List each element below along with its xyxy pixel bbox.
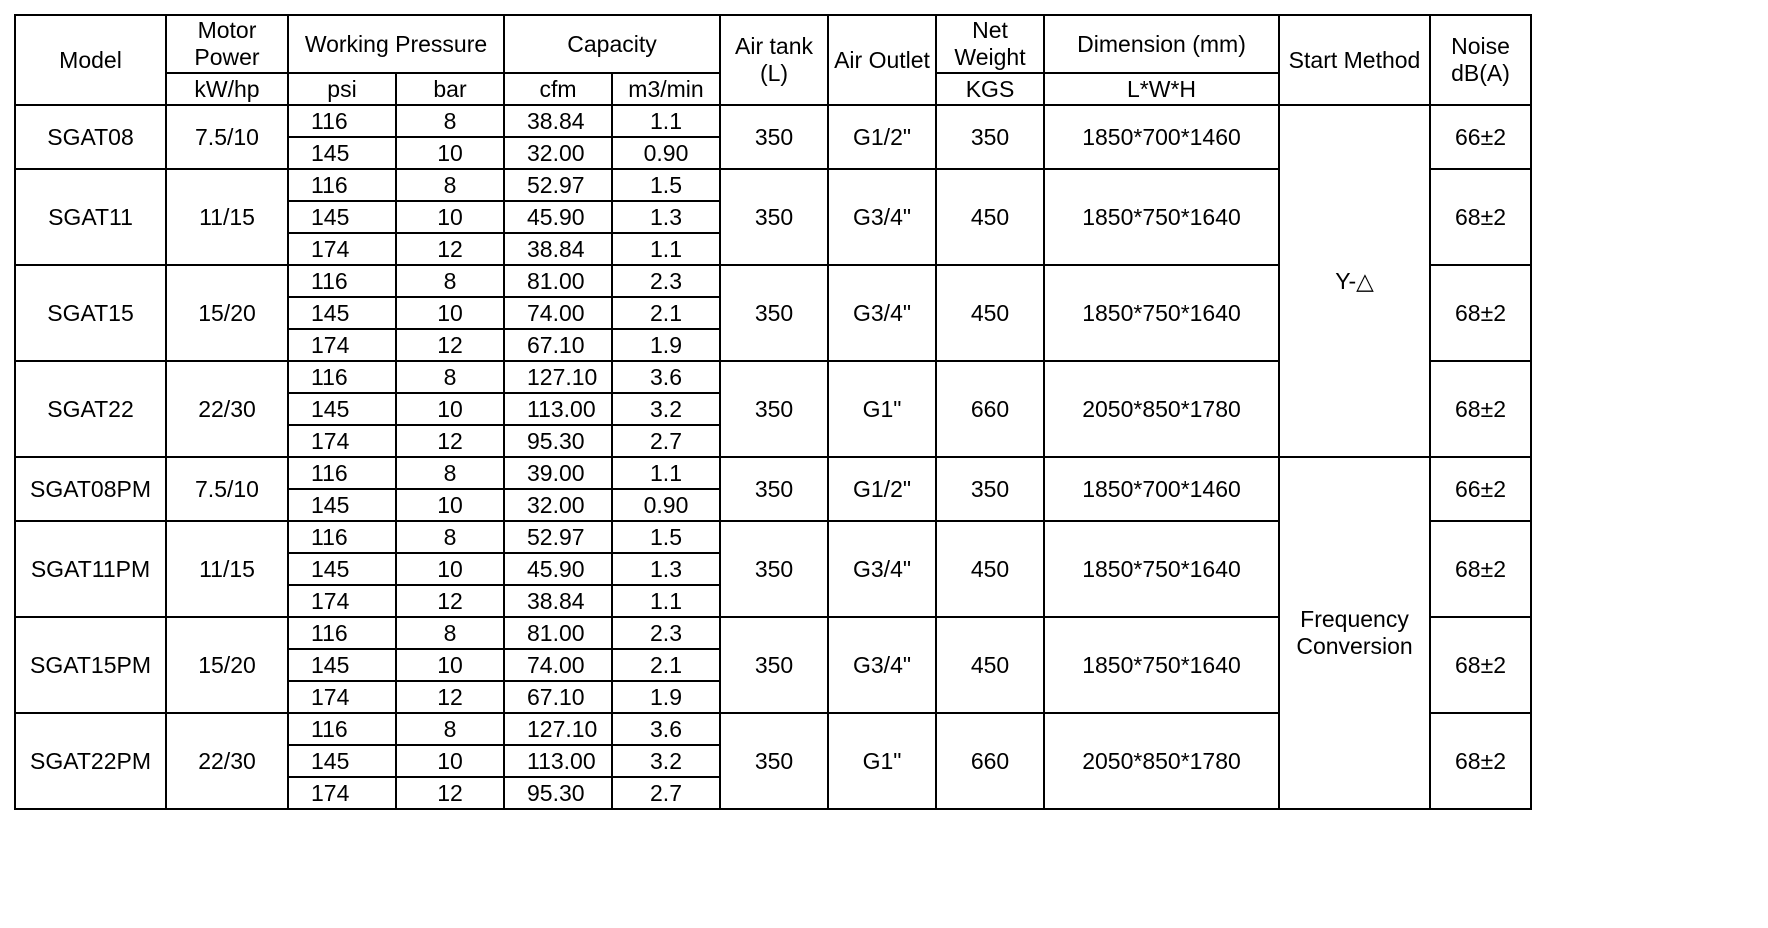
- bar-cell: 12: [396, 233, 504, 265]
- bar-cell: 10: [396, 201, 504, 233]
- dimension-cell: 1850*750*1640: [1044, 617, 1279, 713]
- air-tank-cell: 350: [720, 713, 828, 809]
- bar-cell: 12: [396, 585, 504, 617]
- bar-cell: 10: [396, 137, 504, 169]
- cfm-cell: 95.30: [504, 425, 612, 457]
- psi-cell: 174: [288, 681, 396, 713]
- start-method-cell: Frequency Conversion: [1279, 457, 1430, 809]
- cfm-cell: 38.84: [504, 585, 612, 617]
- cfm-cell: 32.00: [504, 137, 612, 169]
- model-cell: SGAT11: [15, 169, 166, 265]
- net-weight-cell: 450: [936, 617, 1044, 713]
- m3min-cell: 0.90: [612, 489, 720, 521]
- air-tank-cell: 350: [720, 521, 828, 617]
- dimension-cell: 2050*850*1780: [1044, 713, 1279, 809]
- cfm-cell: 74.00: [504, 649, 612, 681]
- motor-power-cell: 7.5/10: [166, 457, 288, 521]
- dimension-cell: 1850*750*1640: [1044, 169, 1279, 265]
- m3min-cell: 3.2: [612, 745, 720, 777]
- psi-cell: 174: [288, 425, 396, 457]
- m3min-cell: 1.9: [612, 329, 720, 361]
- cfm-cell: 113.00: [504, 393, 612, 425]
- psi-cell: 116: [288, 169, 396, 201]
- model-cell: SGAT11PM: [15, 521, 166, 617]
- header-model: Model: [15, 15, 166, 105]
- cfm-cell: 45.90: [504, 201, 612, 233]
- cfm-cell: 81.00: [504, 617, 612, 649]
- psi-cell: 174: [288, 585, 396, 617]
- noise-cell: 66±2: [1430, 105, 1531, 169]
- model-cell: SGAT22PM: [15, 713, 166, 809]
- bar-cell: 12: [396, 425, 504, 457]
- header-start-method: Start Method: [1279, 15, 1430, 105]
- air-outlet-cell: G1/2": [828, 457, 936, 521]
- noise-cell: 68±2: [1430, 265, 1531, 361]
- header-m3min: m3/min: [612, 73, 720, 105]
- header-working-pressure: Working Pressure: [288, 15, 504, 73]
- header-net-weight-unit: KGS: [936, 73, 1044, 105]
- motor-power-cell: 11/15: [166, 521, 288, 617]
- bar-cell: 10: [396, 297, 504, 329]
- m3min-cell: 0.90: [612, 137, 720, 169]
- dimension-cell: 1850*750*1640: [1044, 521, 1279, 617]
- m3min-cell: 2.3: [612, 617, 720, 649]
- cfm-cell: 74.00: [504, 297, 612, 329]
- m3min-cell: 2.3: [612, 265, 720, 297]
- bar-cell: 8: [396, 169, 504, 201]
- spec-table: [14, 14, 1532, 810]
- header-noise: Noise dB(A): [1430, 15, 1531, 105]
- m3min-cell: 1.1: [612, 233, 720, 265]
- cfm-cell: 38.84: [504, 233, 612, 265]
- table-row: [15, 105, 1531, 137]
- noise-cell: 66±2: [1430, 457, 1531, 521]
- bar-cell: 10: [396, 553, 504, 585]
- motor-power-cell: 22/30: [166, 713, 288, 809]
- psi-cell: 116: [288, 361, 396, 393]
- noise-cell: 68±2: [1430, 713, 1531, 809]
- bar-cell: 10: [396, 489, 504, 521]
- bar-cell: 8: [396, 361, 504, 393]
- psi-cell: 116: [288, 617, 396, 649]
- cfm-cell: 52.97: [504, 169, 612, 201]
- net-weight-cell: 660: [936, 713, 1044, 809]
- m3min-cell: 3.6: [612, 361, 720, 393]
- header-net-weight: Net Weight: [936, 15, 1044, 73]
- bar-cell: 8: [396, 265, 504, 297]
- cfm-cell: 81.00: [504, 265, 612, 297]
- cfm-cell: 45.90: [504, 553, 612, 585]
- cfm-cell: 127.10: [504, 361, 612, 393]
- psi-cell: 116: [288, 457, 396, 489]
- air-outlet-cell: G1/2": [828, 105, 936, 169]
- air-tank-cell: 350: [720, 361, 828, 457]
- air-outlet-cell: G1": [828, 713, 936, 809]
- model-cell: SGAT08PM: [15, 457, 166, 521]
- cfm-cell: 32.00: [504, 489, 612, 521]
- bar-cell: 12: [396, 681, 504, 713]
- psi-cell: 145: [288, 489, 396, 521]
- psi-cell: 145: [288, 745, 396, 777]
- m3min-cell: 1.5: [612, 521, 720, 553]
- bar-cell: 8: [396, 713, 504, 745]
- air-outlet-cell: G3/4": [828, 617, 936, 713]
- noise-cell: 68±2: [1430, 617, 1531, 713]
- motor-power-cell: 11/15: [166, 169, 288, 265]
- header-cfm: cfm: [504, 73, 612, 105]
- header-psi: psi: [288, 73, 396, 105]
- psi-cell: 145: [288, 393, 396, 425]
- dimension-cell: 1850*700*1460: [1044, 457, 1279, 521]
- header-capacity: Capacity: [504, 15, 720, 73]
- m3min-cell: 3.6: [612, 713, 720, 745]
- bar-cell: 8: [396, 521, 504, 553]
- m3min-cell: 1.1: [612, 585, 720, 617]
- psi-cell: 174: [288, 233, 396, 265]
- header-bar: bar: [396, 73, 504, 105]
- noise-cell: 68±2: [1430, 169, 1531, 265]
- net-weight-cell: 350: [936, 457, 1044, 521]
- m3min-cell: 1.1: [612, 105, 720, 137]
- m3min-cell: 1.3: [612, 553, 720, 585]
- cfm-cell: 52.97: [504, 521, 612, 553]
- motor-power-cell: 15/20: [166, 265, 288, 361]
- header-dimension-unit: L*W*H: [1044, 73, 1279, 105]
- motor-power-cell: 22/30: [166, 361, 288, 457]
- bar-cell: 8: [396, 457, 504, 489]
- psi-cell: 145: [288, 201, 396, 233]
- m3min-cell: 2.7: [612, 425, 720, 457]
- air-tank-cell: 350: [720, 617, 828, 713]
- bar-cell: 10: [396, 393, 504, 425]
- m3min-cell: 1.1: [612, 457, 720, 489]
- bar-cell: 8: [396, 617, 504, 649]
- air-tank-cell: 350: [720, 105, 828, 169]
- bar-cell: 12: [396, 329, 504, 361]
- dimension-cell: 1850*700*1460: [1044, 105, 1279, 169]
- model-cell: SGAT22: [15, 361, 166, 457]
- net-weight-cell: 450: [936, 169, 1044, 265]
- table-row: [15, 457, 1531, 489]
- cfm-cell: 113.00: [504, 745, 612, 777]
- header-dimension: Dimension (mm): [1044, 15, 1279, 73]
- table-body: [15, 105, 1531, 809]
- noise-cell: 68±2: [1430, 361, 1531, 457]
- header-row-1: [15, 15, 1531, 73]
- cfm-cell: 95.30: [504, 777, 612, 809]
- m3min-cell: 2.1: [612, 297, 720, 329]
- model-cell: SGAT15: [15, 265, 166, 361]
- air-tank-cell: 350: [720, 457, 828, 521]
- air-outlet-cell: G3/4": [828, 169, 936, 265]
- air-outlet-cell: G3/4": [828, 265, 936, 361]
- m3min-cell: 1.5: [612, 169, 720, 201]
- m3min-cell: 1.3: [612, 201, 720, 233]
- dimension-cell: 1850*750*1640: [1044, 265, 1279, 361]
- psi-cell: 174: [288, 777, 396, 809]
- model-cell: SGAT15PM: [15, 617, 166, 713]
- air-tank-cell: 350: [720, 265, 828, 361]
- cfm-cell: 127.10: [504, 713, 612, 745]
- bar-cell: 10: [396, 745, 504, 777]
- psi-cell: 116: [288, 713, 396, 745]
- header-motor-power: Motor Power: [166, 15, 288, 73]
- motor-power-cell: 15/20: [166, 617, 288, 713]
- cfm-cell: 67.10: [504, 329, 612, 361]
- dimension-cell: 2050*850*1780: [1044, 361, 1279, 457]
- m3min-cell: 2.7: [612, 777, 720, 809]
- bar-cell: 10: [396, 649, 504, 681]
- cfm-cell: 38.84: [504, 105, 612, 137]
- model-cell: SGAT08: [15, 105, 166, 169]
- psi-cell: 145: [288, 137, 396, 169]
- header-air-outlet: Air Outlet: [828, 15, 936, 105]
- air-outlet-cell: G3/4": [828, 521, 936, 617]
- air-outlet-cell: G1": [828, 361, 936, 457]
- m3min-cell: 1.9: [612, 681, 720, 713]
- psi-cell: 145: [288, 553, 396, 585]
- psi-cell: 174: [288, 329, 396, 361]
- header-motor-power-unit: kW/hp: [166, 73, 288, 105]
- cfm-cell: 67.10: [504, 681, 612, 713]
- m3min-cell: 3.2: [612, 393, 720, 425]
- noise-cell: 68±2: [1430, 521, 1531, 617]
- motor-power-cell: 7.5/10: [166, 105, 288, 169]
- m3min-cell: 2.1: [612, 649, 720, 681]
- psi-cell: 116: [288, 521, 396, 553]
- psi-cell: 145: [288, 297, 396, 329]
- net-weight-cell: 450: [936, 521, 1044, 617]
- bar-cell: 12: [396, 777, 504, 809]
- psi-cell: 116: [288, 105, 396, 137]
- air-tank-cell: 350: [720, 169, 828, 265]
- net-weight-cell: 350: [936, 105, 1044, 169]
- psi-cell: 116: [288, 265, 396, 297]
- start-method-cell: Y-△: [1279, 105, 1430, 457]
- net-weight-cell: 450: [936, 265, 1044, 361]
- cfm-cell: 39.00: [504, 457, 612, 489]
- net-weight-cell: 660: [936, 361, 1044, 457]
- bar-cell: 8: [396, 105, 504, 137]
- psi-cell: 145: [288, 649, 396, 681]
- header-air-tank: Air tank (L): [720, 15, 828, 105]
